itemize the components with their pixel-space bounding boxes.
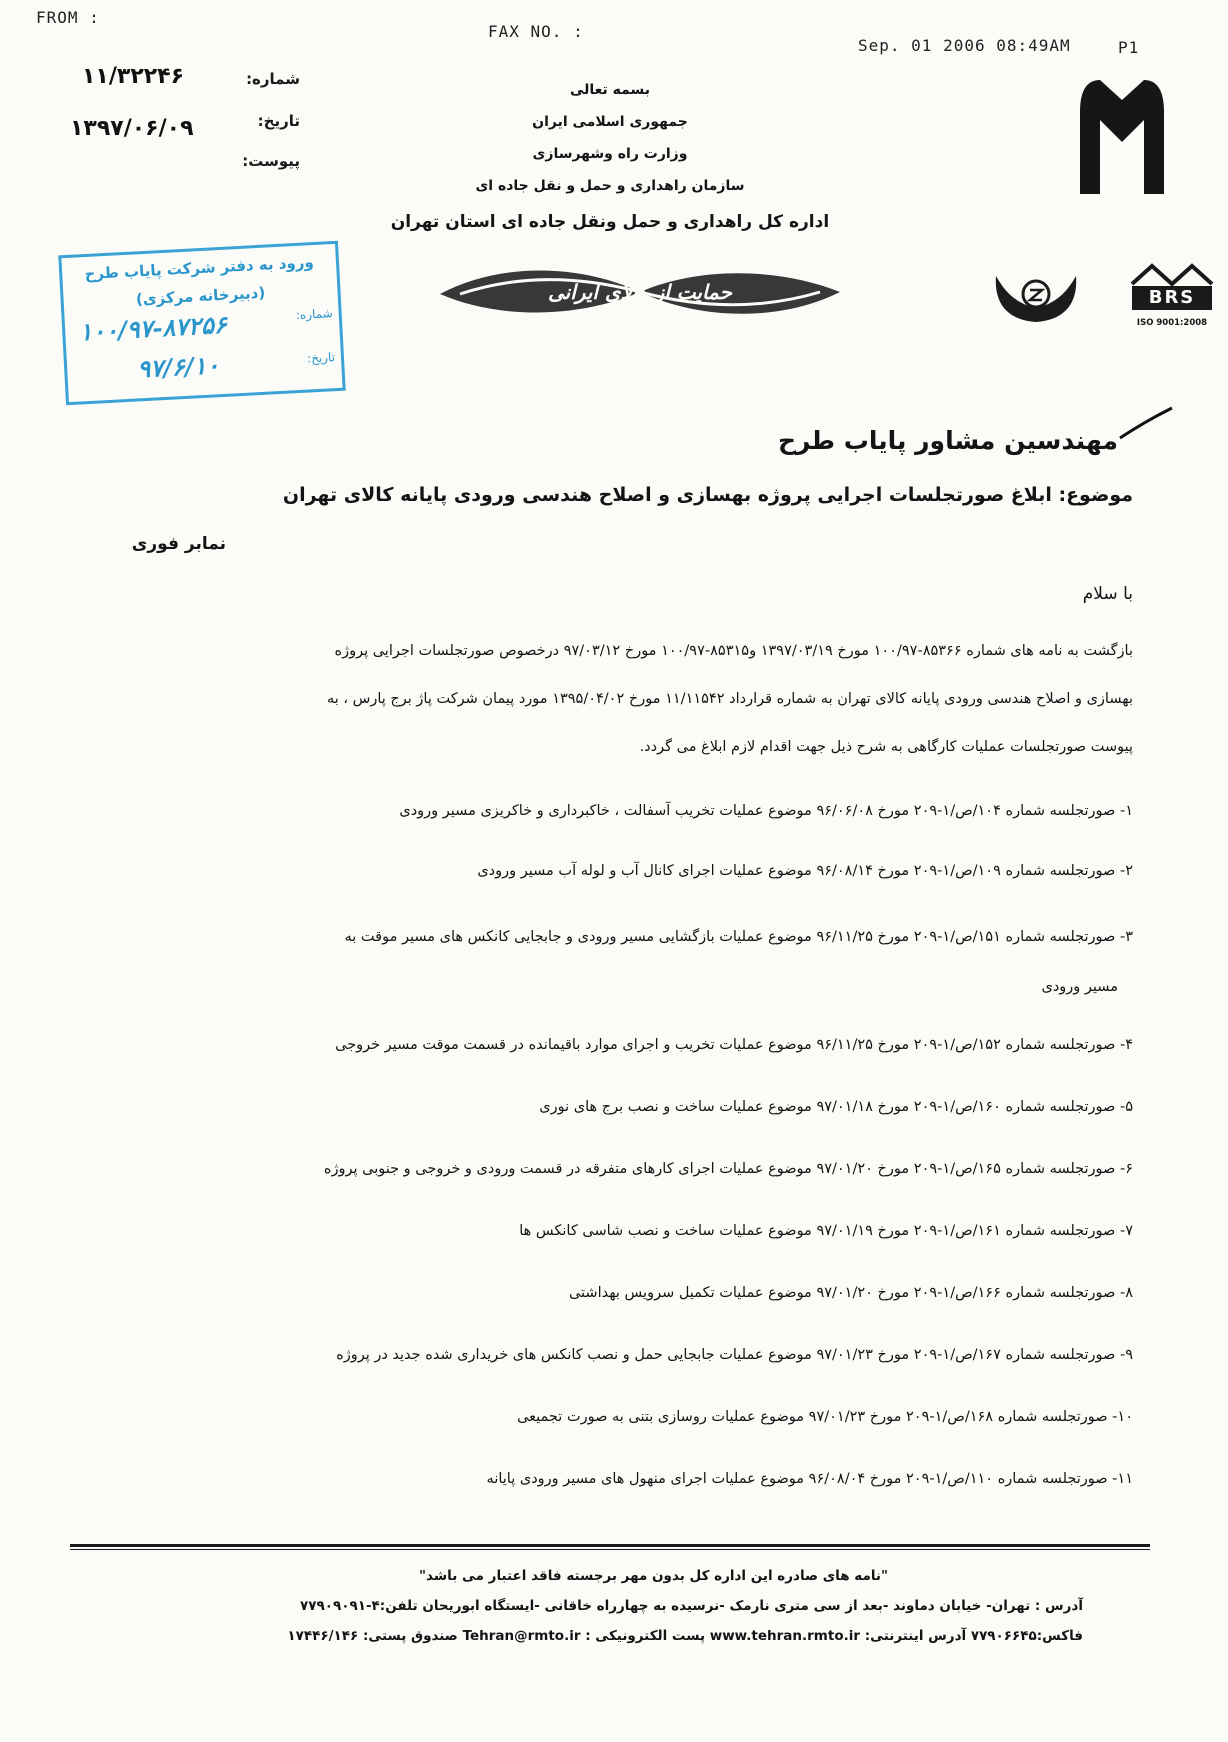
brs-logo bbox=[1130, 262, 1214, 338]
fax-from: FROM : bbox=[36, 8, 100, 27]
stamp-title: ورود به دفتر شرکت پایاب طرح bbox=[84, 253, 315, 284]
stamp-date-label: تاریخ: bbox=[306, 350, 336, 366]
list-item-8: ۸- صورتجلسه شماره ۱۶۶/ص/۱-۲۰۹ مورخ ۹۷/۰۱/۲۰ موضوع عملیات تکمیل سرویس بهداشتی bbox=[568, 1285, 1133, 1301]
body-line-3: پیوست صورتجلسات عملیات کارگاهی به شرح ذیل جهت اقدام لازم ابلاغ می گردد. bbox=[639, 739, 1133, 755]
greeting: با سلام bbox=[1082, 584, 1133, 604]
list-item-3: ۳- صورتجلسه شماره ۱۵۱/ص/۱-۲۰۹ مورخ ۹۶/۱۱/۲۵ موضوع عملیات بازگشایی مسیر ورودی و جابجایی کانکس های مسیر موقت به bbox=[344, 929, 1133, 945]
list-item-4: ۴- صورتجلسه شماره ۱۵۲/ص/۱-۲۰۹ مورخ ۹۶/۱۱/۲۵ موضوع عملیات تخریب و اجرای موارد باقیمانده در قسمت موقت مسیر خروجی bbox=[335, 1037, 1133, 1053]
letterhead-ministry: وزارت راه وشهرسازی bbox=[532, 146, 688, 162]
footer-divider bbox=[70, 1544, 1150, 1547]
list-item-1: ۱- صورتجلسه شماره ۱۰۴/ص/۱-۲۰۹ مورخ ۹۶/۰۶/۰۸ موضوع عملیات تخریب آسفالت ، خاکبرداری و خاکریزی مسیر ورودی bbox=[399, 803, 1133, 819]
recipient: مهندسین مشاور پایاب طرح bbox=[777, 426, 1118, 455]
urgency-note: نمابر فوری bbox=[131, 534, 226, 554]
fax-page: P1 bbox=[1118, 38, 1140, 57]
subject: موضوع: ابلاغ صورتجلسات اجرایی پروژه بهسازی و اصلاح هندسی ورودی پایانه کالای تهران bbox=[282, 484, 1133, 506]
iso-certification-label: ISO 9001:2008 bbox=[1136, 318, 1208, 328]
letter-number: ۱۱/۳۲۲۴۶ bbox=[82, 64, 185, 89]
footer-note: "نامه های صادره این اداره کل بدون مهر برجسته فاقد اعتبار می باشد" bbox=[419, 1568, 888, 1584]
letterhead-department: اداره کل راهداری و حمل ونقل جاده ای استان تهران bbox=[390, 212, 830, 232]
receipt-stamp bbox=[58, 241, 345, 405]
brs-label: BRS bbox=[1148, 287, 1196, 308]
fax-number: FAX NO. : bbox=[488, 22, 584, 41]
date-label: تاریخ: bbox=[257, 112, 300, 130]
iso-emblem-icon bbox=[988, 268, 1084, 328]
letterhead-country: جمهوری اسلامی ایران bbox=[532, 114, 688, 130]
footer-contact: فاکس:۷۷۹۰۶۶۴۵ آدرس اینترنتی: www.tehran.rmto.ir پست الکترونیکی : Tehran@rmto.ir صندوق پستی: ۱۷۴۴۶/۱۴۶ bbox=[287, 1628, 1083, 1644]
organization-logo-icon bbox=[1072, 72, 1172, 202]
stamp-number: ۱۰۰/۹۷-۸۷۲۵۶ bbox=[78, 309, 228, 347]
list-item-3-continuation: مسیر ورودی bbox=[1041, 979, 1118, 995]
list-item-11: ۱۱- صورتجلسه شماره ۱۱۰/ص/۱-۲۰۹ مورخ ۹۶/۰۸/۰۴ موضوع عملیات اجرای منهول های مسیر ورودی پایانه bbox=[486, 1471, 1133, 1487]
fax-datetime: Sep. 01 2006 08:49AM bbox=[858, 36, 1071, 55]
stamp-date: ۹۷/۶/۱۰ bbox=[136, 350, 220, 384]
footer-address: آدرس : تهران- خیابان دماوند -بعد از سی متری نارمک -نرسیده به چهارراه خاقانی -ایستگاه ابوریحان تلفن:۴-۷۷۹۰۹۰۹۱ bbox=[300, 1598, 1083, 1614]
list-item-2: ۲- صورتجلسه شماره ۱۰۹/ص/۱-۲۰۹ مورخ ۹۶/۰۸/۱۴ موضوع عملیات اجرای کانال آب و لوله آب مسیر ورودی bbox=[477, 863, 1133, 879]
stamp-number-label: شماره: bbox=[295, 306, 334, 323]
slogan-banner bbox=[430, 252, 850, 332]
letterhead-bismillah: بسمه تعالی bbox=[569, 82, 651, 98]
body-line-1: بازگشت به نامه های شماره ۸۵۳۶۶-۱۰۰/۹۷ مورخ ۱۳۹۷/۰۳/۱۹ و۸۵۳۱۵-۱۰۰/۹۷ مورخ ۹۷/۰۳/۱۲ درخصوص صورتجلسات اجرایی پروژه bbox=[334, 643, 1133, 659]
letterhead-organization: سازمان راهداری و حمل و نقل جاده ای bbox=[475, 178, 745, 194]
list-item-9: ۹- صورتجلسه شماره ۱۶۷/ص/۱-۲۰۹ مورخ ۹۷/۰۱/۲۳ موضوع عملیات جابجایی حمل و نصب کانکس های خریداری شده جدید در پروژه bbox=[336, 1347, 1133, 1363]
list-item-6: ۶- صورتجلسه شماره ۱۶۵/ص/۱-۲۰۹ مورخ ۹۷/۰۱/۲۰ موضوع عملیات اجرای کارهای متفرقه در قسمت ورودی و خروجی و جنوبی پروژه bbox=[323, 1161, 1133, 1177]
stamp-subtitle: (دبیرخانه مرکزی) bbox=[135, 283, 266, 309]
number-label: شماره: bbox=[246, 70, 300, 88]
list-item-5: ۵- صورتجلسه شماره ۱۶۰/ص/۱-۲۰۹ مورخ ۹۷/۰۱/۱۸ موضوع عملیات ساخت و نصب برج های نوری bbox=[539, 1099, 1133, 1115]
recipient-flourish-icon bbox=[1118, 404, 1174, 444]
footer-divider-thin bbox=[70, 1549, 1150, 1550]
list-item-10: ۱۰- صورتجلسه شماره ۱۶۸/ص/۱-۲۰۹ مورخ ۹۷/۰۱/۲۳ موضوع عملیات روسازی بتنی به صورت تجمیعی bbox=[517, 1409, 1133, 1425]
list-item-7: ۷- صورتجلسه شماره ۱۶۱/ص/۱-۲۰۹ مورخ ۹۷/۰۱/۱۹ موضوع عملیات ساخت و نصب شاسی کانکس ها bbox=[519, 1223, 1133, 1239]
slogan-text: حمایت از کالای ایرانی bbox=[548, 280, 732, 304]
letter-date: ۱۳۹۷/۰۶/۰۹ bbox=[70, 116, 194, 141]
attachment-label: پیوست: bbox=[242, 152, 300, 170]
body-line-2: بهسازی و اصلاح هندسی ورودی پایانه کالای تهران به شماره قرارداد ۱۱/۱۱۵۴۲ مورخ ۱۳۹۵/۰۴/۰۲ مورد پیمان شرکت پاژ برج پارس ، به bbox=[326, 691, 1133, 707]
